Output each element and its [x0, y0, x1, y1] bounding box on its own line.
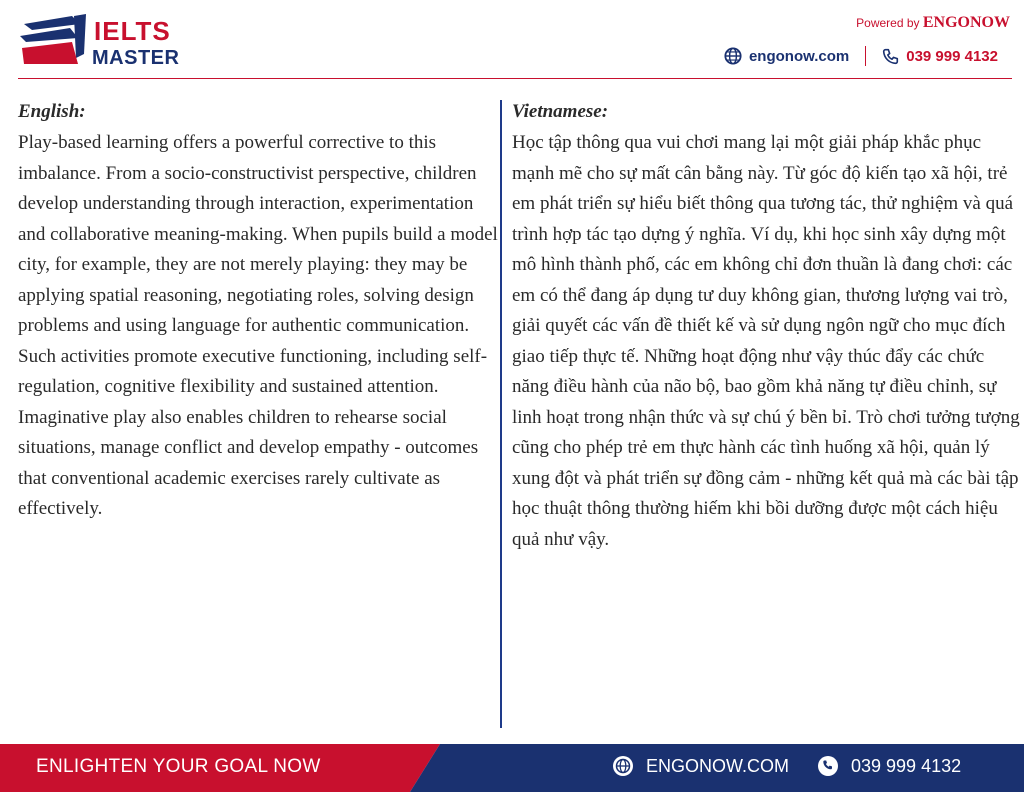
footer-phone-link[interactable]: [817, 755, 961, 777]
footer-website-link[interactable]: [612, 755, 789, 777]
phone-icon: [817, 755, 839, 777]
header-phone: 039 999 4132: [906, 47, 998, 65]
column-divider: [500, 100, 502, 728]
footer-phone: 039 999 4132: [851, 755, 962, 776]
english-heading: English:: [18, 101, 86, 122]
header-rule: [18, 78, 1012, 79]
footer-contact: [612, 755, 961, 777]
globe-icon: [724, 47, 742, 65]
powered-brand: ENGONOW: [922, 14, 1010, 31]
footer-slogan: ENLIGHTEN YOUR GOAL NOW: [36, 756, 321, 777]
page-header: [0, 0, 1024, 80]
header-phone-link[interactable]: [882, 48, 998, 65]
powered-by: [856, 14, 1010, 32]
logo-master-text: MASTER: [92, 47, 180, 69]
page-footer: [0, 744, 1024, 792]
ielts-master-logo[interactable]: [20, 14, 190, 70]
header-website: engonow.com: [748, 47, 850, 65]
logo-ielts-text: IELTS: [94, 16, 171, 46]
english-column: [18, 98, 502, 525]
vietnamese-column: [512, 98, 1024, 555]
logo-mark-icon: [20, 14, 90, 70]
globe-icon: [612, 755, 634, 777]
footer-website: ENGONOW.COM: [646, 755, 789, 776]
contact-separator: [865, 46, 866, 66]
header-contact: [724, 46, 998, 66]
powered-prefix: Powered by: [856, 16, 920, 30]
phone-icon: [882, 48, 899, 65]
vietnamese-heading: Vietnamese:: [512, 101, 609, 122]
english-paragraph: Play-based learning offers a powerful corrective to this imbalance. From a socio-constructivist perspective, children develop understanding through interaction, experimentation and collaborative meaning-making. When pupils build a model city, for example, they are not merely playing: they may be applying spatial reasoning, negotiating roles, solving design problems and using language for authentic communication. Such activities promote executive functioning, including self-regulation, cognitive flexibility and sustained attention. Imaginative play also enables children to rehearse social situations, manage conflict and develop empathy - outcomes that conventional academic exercises rarely cultivate as effectively.: [18, 132, 498, 519]
header-website-link[interactable]: [724, 47, 849, 65]
vietnamese-paragraph: Học tập thông qua vui chơi mang lại một giải pháp khắc phục mạnh mẽ cho sự mất cân bằng này. Từ góc độ kiến tạo xã hội, trẻ em phát triển sự hiểu biết thông qua tương tác, thử nghiệm và quá trình hợp tác tạo dựng ý nghĩa. Ví dụ, khi học sinh xây dựng một mô hình thành phố, các em không chỉ đơn thuần là đang chơi: các em có thể đang áp dụng tư duy không gian, thương lượng vai trò, giải quyết các vấn đề thiết kế và sử dụng ngôn ngữ cho mục đích giao tiếp thực tế. Những hoạt động như vậy thúc đẩy các chức năng điều hành của não bộ, bao gồm khả năng tự điều chỉnh, sự linh hoạt trong nhận thức và sự chú ý bền bỉ. Trò chơi tưởng tượng cũng cho phép trẻ em thực hành các tình huống xã hội, quản lý xung đột và phát triển sự đồng cảm - những kết quả mà các bài tập học thuật thông thường hiếm khi bồi dưỡng được một cách hiệu quả như vậy.: [512, 132, 1020, 550]
